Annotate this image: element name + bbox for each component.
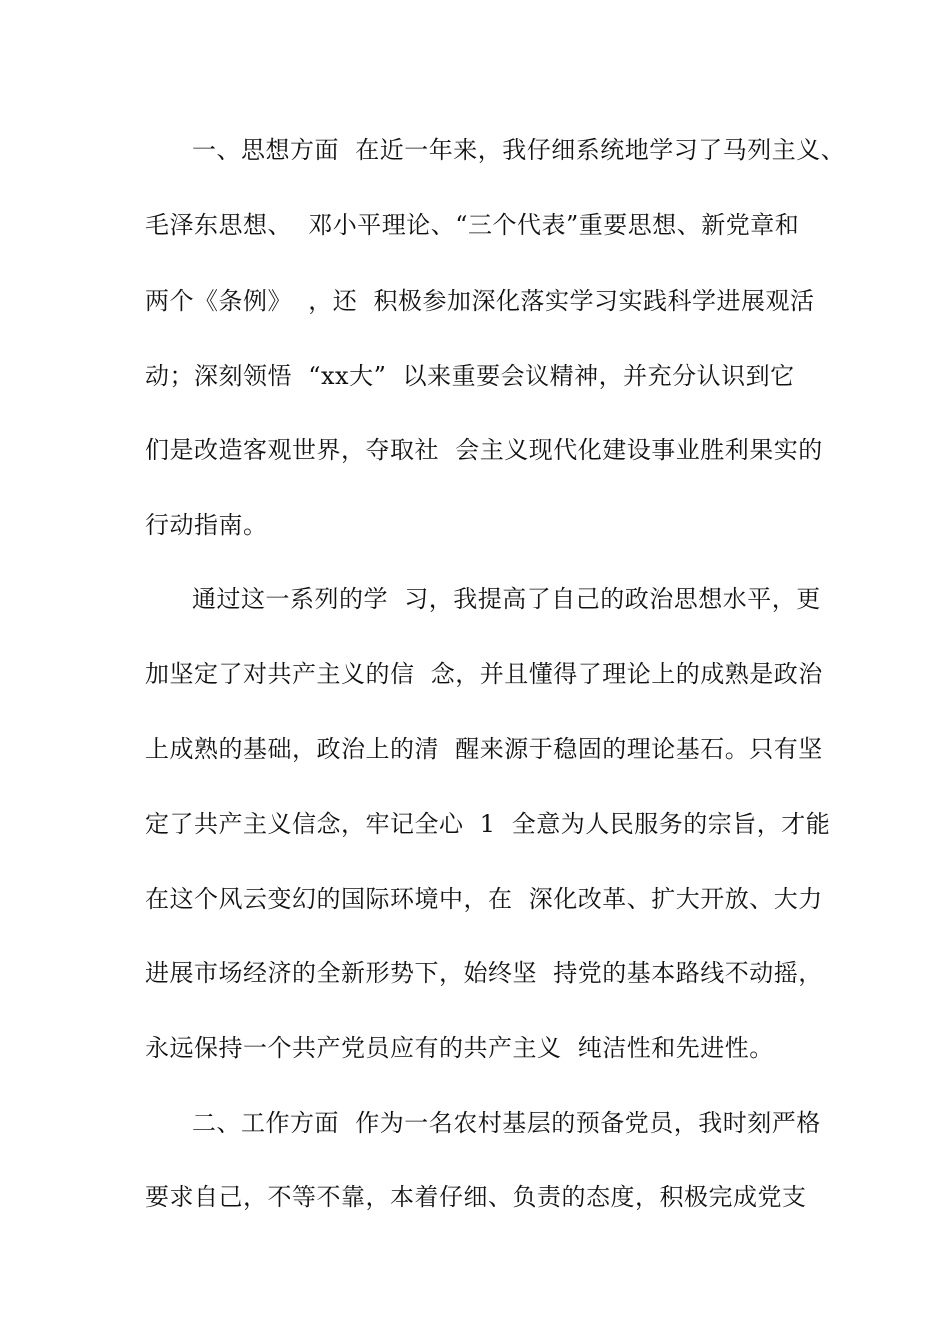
paragraph-2-line-3: 上成熟的基础，政治上的清 醒来源于稳固的理论基石。只有坚 xyxy=(145,735,823,763)
paragraph-1-line-6: 行动指南。 xyxy=(145,511,268,539)
paragraph-2-line-2: 加坚定了对共产主义的信 念，并且懂得了理论上的成熟是政治 xyxy=(145,660,823,688)
paragraph-2-line-6: 进展市场经济的全新形势下，始终坚 持党的基本路线不动摇， xyxy=(145,959,823,987)
paragraph-1-line-3: 两个《条例》 ，还 积极参加深化落实学习实践科学进展观活 xyxy=(145,287,815,315)
paragraph-2-line-4: 定了共产主义信念，牢记全心 1 全意为人民服务的宗旨，才能 xyxy=(145,810,831,838)
paragraph-3-line-2: 要求自己，不等不靠，本着仔细、负责的态度，积极完成党支 xyxy=(145,1183,807,1211)
paragraph-1-line-2: 毛泽东思想、 邓小平理论、“三个代表”重要思想、新党章和 xyxy=(145,211,800,239)
paragraph-2-line-7: 永远保持一个共产党员应有的共产主义 纯洁性和先进性。 xyxy=(145,1034,774,1062)
paragraph-2-line-5: 在这个风云变幻的国际环境中，在 深化改革、扩大开放、大力 xyxy=(145,885,823,913)
paragraph-1-line-4: 动；深刻领悟 “xx大” 以来重要会议精神，并充分认识到它 xyxy=(145,362,795,390)
paragraph-1-line-1: 一、思想方面 在近一年来，我仔细系统地学习了马列主义、 xyxy=(192,136,846,164)
paragraph-1-line-5: 们是改造客观世界，夺取社 会主义现代化建设事业胜利果实的 xyxy=(145,436,823,464)
paragraph-3-line-1: 二、工作方面 作为一名农村基层的预备党员，我时刻严格 xyxy=(192,1109,821,1137)
paragraph-2-line-1: 通过这一系列的学 习，我提高了自己的政治思想水平，更 xyxy=(192,585,821,613)
